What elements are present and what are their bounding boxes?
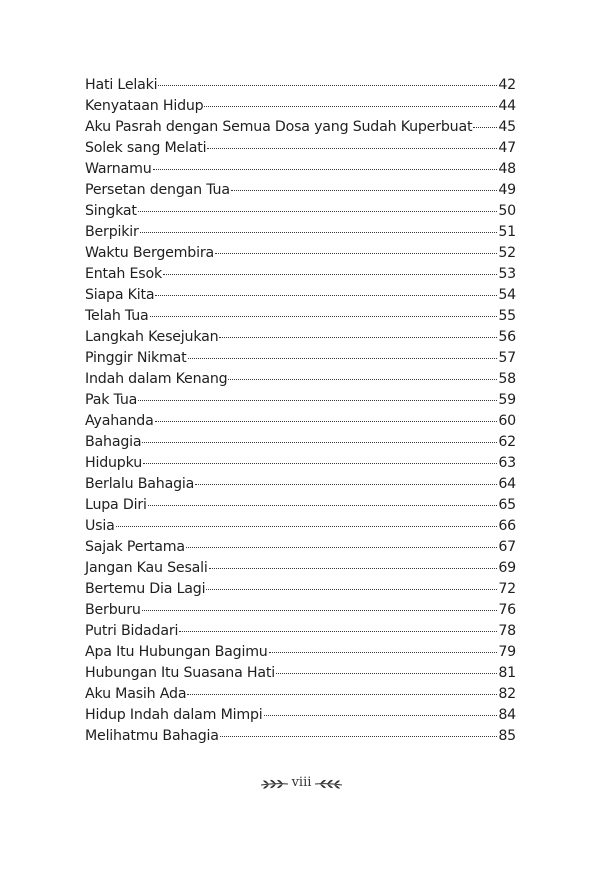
dot-leader: [179, 630, 497, 632]
dot-leader: [148, 504, 498, 506]
toc-entry-title: Ayahanda: [85, 413, 154, 429]
toc-entry: [85, 390, 516, 411]
dot-leader: [142, 609, 498, 611]
toc-entry-page: 69: [498, 560, 516, 576]
toc-entry: [85, 327, 516, 348]
toc-entry: [85, 600, 516, 621]
dot-leader: [188, 357, 498, 359]
dot-leader: [207, 147, 497, 149]
toc-entry-page: 78: [498, 623, 516, 639]
toc-entry-page: 82: [498, 686, 516, 702]
dot-leader: [143, 462, 497, 464]
toc-entry: [85, 474, 516, 495]
toc-entry-page: 48: [498, 161, 516, 177]
toc-entry-title: Putri Bidadari: [85, 623, 179, 639]
toc-entry-page: 55: [498, 308, 516, 324]
dot-leader: [186, 546, 498, 548]
toc-entry-title: Kenyataan Hidup: [85, 98, 204, 114]
toc-entry-title: Warnamu: [85, 161, 152, 177]
toc-entry-title: Persetan dengan Tua: [85, 182, 230, 198]
toc-entry-title: Berpikir: [85, 224, 139, 240]
toc-entry: [85, 495, 516, 516]
toc-entry-title: Hidup Indah dalam Mimpi: [85, 707, 263, 723]
toc-entry-title: Aku Pasrah dengan Semua Dosa yang Sudah Kuperbuat: [85, 119, 473, 135]
toc-entry: [85, 96, 516, 117]
toc-entry-title: Bahagia: [85, 434, 142, 450]
toc-entry-page: 81: [498, 665, 516, 681]
toc-entry-title: Solek sang Melati: [85, 140, 207, 156]
toc-entry-page: 52: [498, 245, 516, 261]
toc-entry-title: Langkah Kesejukan: [85, 329, 219, 345]
dot-leader: [155, 420, 498, 422]
dot-leader: [138, 210, 498, 212]
toc-entry-page: 76: [498, 602, 516, 618]
toc-entry: [85, 243, 516, 264]
table-of-contents: [85, 75, 516, 747]
toc-entry: [85, 453, 516, 474]
toc-entry-page: 64: [498, 476, 516, 492]
dot-leader: [276, 672, 497, 674]
toc-entry-page: 54: [498, 287, 516, 303]
toc-entry: [85, 201, 516, 222]
toc-entry-title: Jangan Kau Sesali: [85, 560, 208, 576]
toc-entry: [85, 621, 516, 642]
toc-entry: [85, 180, 516, 201]
toc-entry-page: 66: [498, 518, 516, 534]
dot-leader: [209, 567, 498, 569]
toc-entry: [85, 684, 516, 705]
toc-entry-title: Pak Tua: [85, 392, 138, 408]
toc-entry-title: Aku Masih Ada: [85, 686, 187, 702]
toc-entry-page: 57: [498, 350, 516, 366]
toc-entry-title: Sajak Pertama: [85, 539, 185, 555]
dot-leader: [138, 399, 497, 401]
laurel-left-icon: [259, 777, 289, 791]
toc-entry: [85, 432, 516, 453]
toc-entry-page: 79: [498, 644, 516, 660]
dot-leader: [163, 273, 497, 275]
dot-leader: [187, 693, 497, 695]
dot-leader: [150, 315, 498, 317]
toc-entry: [85, 411, 516, 432]
toc-entry-page: 63: [498, 455, 516, 471]
toc-entry-title: Telah Tua: [85, 308, 149, 324]
toc-entry-page: 44: [498, 98, 516, 114]
dot-leader: [264, 714, 498, 716]
dot-leader: [204, 105, 497, 107]
toc-entry-title: Pinggir Nikmat: [85, 350, 187, 366]
toc-entry-title: Berlalu Bahagia: [85, 476, 195, 492]
toc-entry: [85, 306, 516, 327]
toc-entry: [85, 222, 516, 243]
dot-leader: [220, 735, 498, 737]
dot-leader: [142, 441, 497, 443]
toc-entry: [85, 663, 516, 684]
toc-entry: [85, 516, 516, 537]
toc-entry-page: 67: [498, 539, 516, 555]
toc-entry-title: Singkat: [85, 203, 137, 219]
toc-entry: [85, 75, 516, 96]
toc-entry-title: Bertemu Dia Lagi: [85, 581, 206, 597]
toc-entry-title: Hati Lelaki: [85, 77, 158, 93]
toc-entry-title: Lupa Diri: [85, 497, 147, 513]
dot-leader: [269, 651, 498, 653]
toc-entry-page: 60: [498, 413, 516, 429]
dot-leader: [231, 189, 498, 191]
toc-entry-page: 50: [498, 203, 516, 219]
dot-leader: [215, 252, 497, 254]
toc-entry-page: 45: [498, 119, 516, 135]
toc-entry: [85, 726, 516, 747]
dot-leader: [228, 378, 497, 380]
toc-entry-page: 53: [498, 266, 516, 282]
dot-leader: [219, 336, 497, 338]
toc-entry: [85, 159, 516, 180]
toc-entry-page: 62: [498, 434, 516, 450]
toc-entry-title: Usia: [85, 518, 115, 534]
toc-entry-title: Apa Itu Hubungan Bagimu: [85, 644, 268, 660]
toc-entry-page: 58: [498, 371, 516, 387]
toc-entry-page: 49: [498, 182, 516, 198]
laurel-right-icon: [314, 777, 344, 791]
toc-entry: [85, 642, 516, 663]
dot-leader: [473, 126, 497, 128]
dot-leader: [195, 483, 497, 485]
dot-leader: [158, 84, 497, 86]
toc-entry-page: 47: [498, 140, 516, 156]
toc-entry-page: 72: [498, 581, 516, 597]
toc-entry-title: Berburu: [85, 602, 141, 618]
toc-entry: [85, 369, 516, 390]
dot-leader: [153, 168, 498, 170]
toc-entry: [85, 138, 516, 159]
toc-entry-page: 56: [498, 329, 516, 345]
page-folio: [0, 776, 603, 791]
toc-entry: [85, 705, 516, 726]
page-number: viii: [291, 775, 312, 790]
toc-entry-page: 84: [498, 707, 516, 723]
dot-leader: [116, 525, 498, 527]
toc-entry-title: Entah Esok: [85, 266, 162, 282]
toc-entry-title: Melihatmu Bahagia: [85, 728, 219, 744]
toc-entry: [85, 264, 516, 285]
toc-entry: [85, 117, 516, 138]
toc-entry-title: Indah dalam Kenang: [85, 371, 228, 387]
toc-entry-page: 42: [498, 77, 516, 93]
toc-entry-page: 59: [498, 392, 516, 408]
toc-entry-title: Hubungan Itu Suasana Hati: [85, 665, 275, 681]
toc-entry: [85, 537, 516, 558]
toc-entry-page: 85: [498, 728, 516, 744]
toc-entry: [85, 579, 516, 600]
dot-leader: [155, 294, 497, 296]
toc-entry-page: 51: [498, 224, 516, 240]
toc-entry: [85, 558, 516, 579]
toc-entry: [85, 285, 516, 306]
toc-entry-title: Siapa Kita: [85, 287, 155, 303]
dot-leader: [206, 588, 497, 590]
dot-leader: [140, 231, 498, 233]
toc-entry-page: 65: [498, 497, 516, 513]
toc-entry-title: Hidupku: [85, 455, 142, 471]
toc-entry: [85, 348, 516, 369]
toc-entry-title: Waktu Bergembira: [85, 245, 214, 261]
